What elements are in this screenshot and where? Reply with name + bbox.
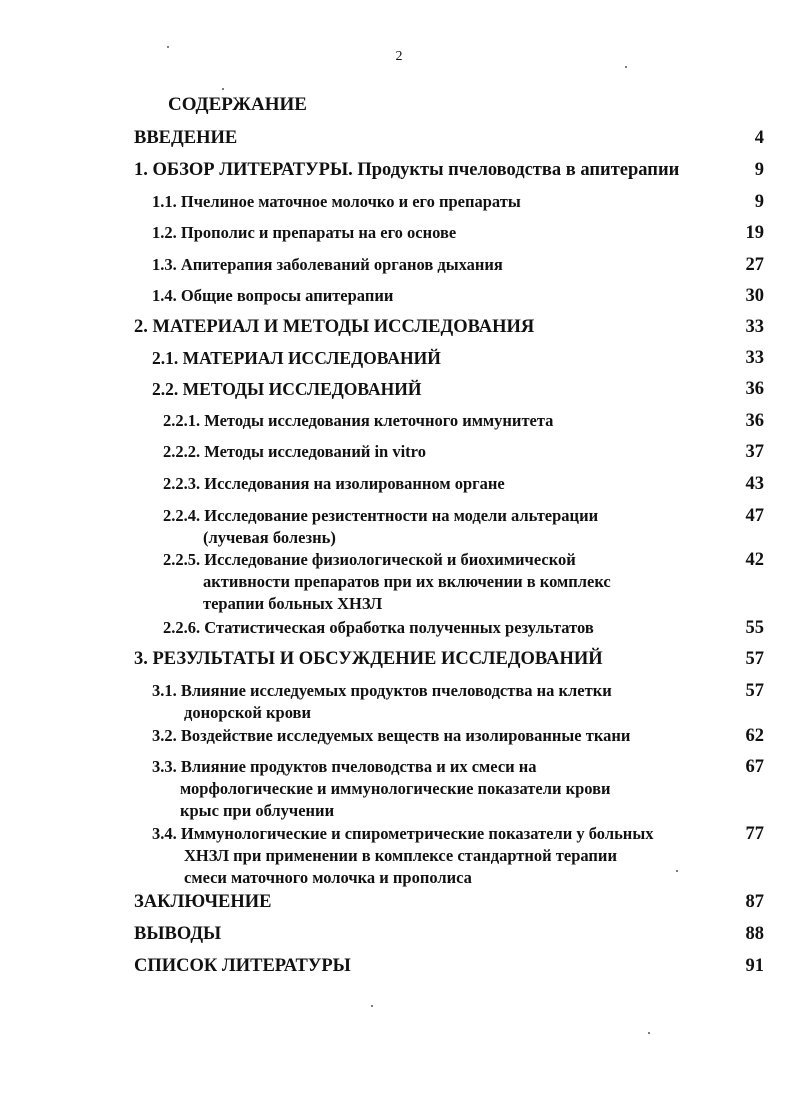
toc-entry-2-2-5[interactable]: 2.2.5. Исследование физиологической и биохимической активности препаратов при их включении в комплекс терапии больных ХНЗЛ — [163, 550, 611, 613]
toc-entry-chapter-3[interactable]: 3. РЕЗУЛЬТАТЫ И ОБСУЖДЕНИЕ ИССЛЕДОВАНИЙ — [134, 649, 603, 669]
toc-entry-findings[interactable]: ВЫВОДЫ — [134, 924, 222, 944]
toc-page-number: 19 — [745, 223, 764, 243]
toc-page-number: 9 — [754, 160, 764, 180]
toc-page-number: 88 — [745, 924, 764, 944]
toc-entry-introduction[interactable]: ВВЕДЕНИЕ — [134, 128, 238, 148]
toc-entry-chapter-1[interactable]: 1. ОБЗОР ЛИТЕРАТУРЫ. Продукты пчеловодства в апитерапии — [134, 160, 680, 180]
scan-speck — [371, 1005, 373, 1007]
scan-speck — [648, 1032, 650, 1034]
toc-page-number: 36 — [745, 411, 764, 431]
toc-entry-2-2-6[interactable]: 2.2.6. Статистическая обработка полученных результатов — [163, 618, 594, 637]
toc-page-number: 36 — [745, 379, 764, 399]
toc-entry-references[interactable]: СПИСОК ЛИТЕРАТУРЫ — [134, 956, 351, 976]
toc-page-number: 57 — [745, 681, 764, 701]
toc-page-number: 43 — [745, 474, 764, 494]
toc-page-number: 91 — [745, 956, 764, 976]
scan-speck — [625, 66, 627, 68]
toc-page-number: 33 — [745, 317, 764, 337]
toc-page-number: 55 — [745, 618, 764, 638]
toc-entry-2-2-4[interactable]: 2.2.4. Исследование резистентности на модели альтерации (лучевая болезнь) — [163, 506, 599, 547]
toc-entry-2-2[interactable]: 2.2. МЕТОДЫ ИССЛЕДОВАНИЙ — [152, 379, 422, 399]
toc-entry-3-3[interactable]: 3.3. Влияние продуктов пчеловодства и их смеси на морфологические и иммунологические показатели крови крыс при облучении — [152, 757, 611, 820]
toc-entry-3-4[interactable]: 3.4. Иммунологические и спирометрические показатели у больных ХНЗЛ при применении в комплексе стандартной терапии смеси маточного молочка и прополиса — [152, 824, 654, 887]
toc-page-number: 4 — [754, 128, 764, 148]
toc-page-number: 77 — [745, 824, 764, 844]
toc-entry-2-2-3[interactable]: 2.2.3. Исследования на изолированном органе — [163, 474, 505, 493]
toc-page-number: 57 — [745, 649, 764, 669]
toc-entry-2-1[interactable]: 2.1. МАТЕРИАЛ ИССЛЕДОВАНИЙ — [152, 348, 441, 368]
toc-entry-2-2-2[interactable]: 2.2.2. Методы исследований in vitro — [163, 442, 426, 461]
toc-entry-chapter-2[interactable]: 2. МАТЕРИАЛ И МЕТОДЫ ИССЛЕДОВАНИЯ — [134, 317, 535, 337]
toc-page-number: 42 — [745, 550, 764, 570]
scan-speck — [676, 870, 678, 872]
toc-entry-1-1[interactable]: 1.1. Пчелиное маточное молочко и его препараты — [152, 192, 521, 211]
toc-page-number: 87 — [745, 892, 764, 912]
toc-page-number: 47 — [745, 506, 764, 526]
toc-entry-3-1[interactable]: 3.1. Влияние исследуемых продуктов пчеловодства на клетки донорской крови — [152, 681, 612, 722]
toc-page-number: 30 — [745, 286, 764, 306]
toc-page-number: 27 — [745, 255, 764, 275]
toc-page-number: 9 — [754, 192, 764, 212]
toc-entry-3-2[interactable]: 3.2. Воздействие исследуемых веществ на изолированные ткани — [152, 726, 631, 745]
page-number: 2 — [395, 49, 403, 64]
scan-speck — [222, 88, 224, 90]
toc-entry-2-2-1[interactable]: 2.2.1. Методы исследования клеточного иммунитета — [163, 411, 554, 430]
toc-entry-1-4[interactable]: 1.4. Общие вопросы апитерапии — [152, 286, 394, 305]
toc-page-number: 33 — [745, 348, 764, 368]
toc-entry-conclusion[interactable]: ЗАКЛЮЧЕНИЕ — [134, 892, 272, 912]
toc-page-number: 67 — [745, 757, 764, 777]
toc-page-number: 62 — [745, 726, 764, 746]
toc-page-number: 37 — [745, 442, 764, 462]
toc-entry-1-3[interactable]: 1.3. Апитерапия заболеваний органов дыхания — [152, 255, 503, 274]
toc-title: СОДЕРЖАНИЕ — [168, 94, 307, 115]
scan-speck — [167, 46, 169, 48]
toc-entry-1-2[interactable]: 1.2. Прополис и препараты на его основе — [152, 223, 457, 242]
